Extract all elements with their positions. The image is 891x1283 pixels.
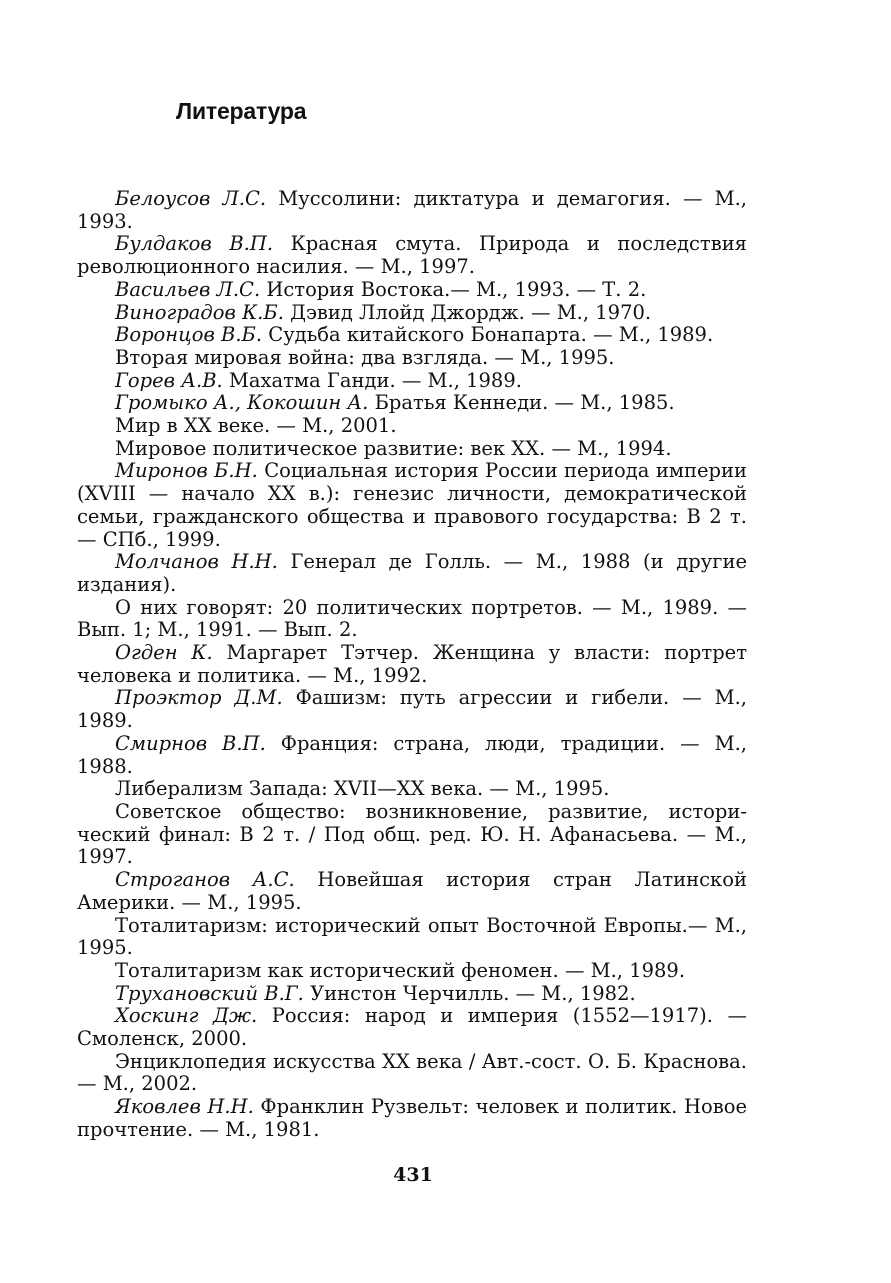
entry-author: Воронцов В.Б. <box>115 323 263 347</box>
entry-text: Дэвид Ллойд Джордж. — М., 1970. <box>283 300 652 324</box>
entry-author: Миронов Б.Н. <box>115 459 258 483</box>
entry-author: Молчанов Н.Н. <box>115 550 278 574</box>
entry-text: Судьба китайского Бонапарта. — М., 1989. <box>262 323 714 347</box>
entry-text: Россия: народ и империя (1552—1917). — Смоленск, 2000. <box>77 1004 747 1051</box>
bibliography-entry <box>77 188 747 233</box>
entry-text: Тоталитаризм как исторический феномен. — М., 1989. <box>115 958 686 982</box>
entry-text: Фашизм: путь агрессии и гибели. — М., 1989. <box>77 686 747 733</box>
entry-author: Васильев Л.С. <box>115 277 261 301</box>
entry-author: Горев А.В. <box>115 368 223 392</box>
bibliography-entry <box>77 1096 747 1141</box>
entry-text: Франклин Рузвельт: человек и политик. Новое прочтение. — М., 1981. <box>77 1095 747 1141</box>
entry-text: Франция: страна, люди, традиции. — М., 1988. <box>77 731 748 778</box>
entry-author: Белоусов Л.С. <box>115 187 267 210</box>
entry-text: Советское общество: возникновение, развитие, исторический финал: В 2 т. / Под общ. ред. Ю. Н. Афанасьева. — М., 1997. <box>77 799 747 869</box>
entry-author: Булдаков В.П. <box>115 232 274 256</box>
entry-text: О них говорят: 20 политических портретов. — М., 1989. — Вып. 1; М., 1991. — Вып. 2. <box>77 595 747 642</box>
bibliography-entry <box>77 347 747 370</box>
entry-author: Огден К. <box>115 641 213 665</box>
bibliography-entry <box>77 915 747 960</box>
entry-text: Тоталитаризм: исторический опыт Восточной Европы.— М., 1995. <box>77 913 747 960</box>
bibliography-entry <box>77 302 747 325</box>
entry-text: Социальная история России периода империи (XVIII — начало XX в.): генезис личности, демократической семьи, гражданского общества и правового государства: В 2 т. — СПб., 1999. <box>77 459 747 551</box>
bibliography-entry <box>77 324 747 347</box>
entry-text: Либерализм Запада: XVII—XX века. — М., 1995. <box>115 777 610 801</box>
bibliography-entry <box>77 1005 747 1050</box>
entry-text: Энциклопедия искусства XX века / Авт.-сост. О. Б. Краснова. — М., 2002. <box>77 1049 747 1096</box>
entry-author: Виноградов К.Б. <box>115 300 284 324</box>
entry-text: Новейшая история стран Латинской Америки. — М., 1995. <box>77 868 747 914</box>
bibliography-entry <box>77 233 747 278</box>
entry-text: Братья Кеннеди. — М., 1985. <box>368 391 675 415</box>
entry-text: Маргарет Тэтчер. Женщина у власти: портрет человека и политика. — М., 1992. <box>77 641 748 687</box>
bibliography-entry <box>77 960 747 983</box>
entry-author: Трухановский В.Г. <box>115 981 304 1005</box>
entry-text: Мировое политическое развитие: век XX. — М., 1994. <box>115 436 672 460</box>
page-number: 431 <box>393 1164 433 1186</box>
entry-author: Яковлев Н.Н. <box>115 1095 254 1119</box>
bibliography-entry <box>77 279 747 302</box>
bibliography-entry <box>77 392 747 415</box>
bibliography-entry <box>77 597 747 642</box>
bibliography-entry <box>77 869 747 914</box>
bibliography-entry <box>77 801 747 869</box>
entry-author: Строганов А.С. <box>115 868 295 892</box>
entry-text: Генерал де Голль. — М., 1988 (и другие издания). <box>77 550 748 596</box>
entry-text: Красная смута. Природа и последствия революционного насилия. — М., 1997. <box>77 232 747 279</box>
bibliography-entry <box>77 778 747 801</box>
entry-text: Махатма Ганди. — М., 1989. <box>222 368 522 392</box>
bibliography-entry <box>77 983 747 1006</box>
bibliography-entry <box>77 370 747 393</box>
bibliography-entry <box>77 1051 747 1096</box>
entry-author: Громыко А., Кокошин А. <box>115 391 369 415</box>
bibliography-entry <box>77 733 747 778</box>
entry-text: Уинстон Черчилль. — М., 1982. <box>303 981 636 1005</box>
bibliography-list <box>77 188 747 1142</box>
bibliography-entry <box>77 460 747 551</box>
entry-author: Хоскинг Дж. <box>115 1004 258 1028</box>
page-title: Литература <box>176 98 307 124</box>
bibliography-entry <box>77 642 747 687</box>
entry-author: Проэктор Д.М. <box>115 686 283 710</box>
entry-author: Смирнов В.П. <box>115 731 266 755</box>
bibliography-entry <box>77 438 747 461</box>
bibliography-entry <box>77 687 747 732</box>
bibliography-entry <box>77 551 747 596</box>
entry-text: История Востока.— М., 1993. — Т. 2. <box>260 277 647 301</box>
entry-text: Мир в XX веке. — М., 2001. <box>115 414 397 438</box>
entry-text: Вторая мировая война: два взгляда. — М., 1995. <box>115 345 615 369</box>
bibliography-entry <box>77 415 747 438</box>
entry-text: Муссолини: диктатура и демагогия. — М., 1993. <box>77 187 747 233</box>
